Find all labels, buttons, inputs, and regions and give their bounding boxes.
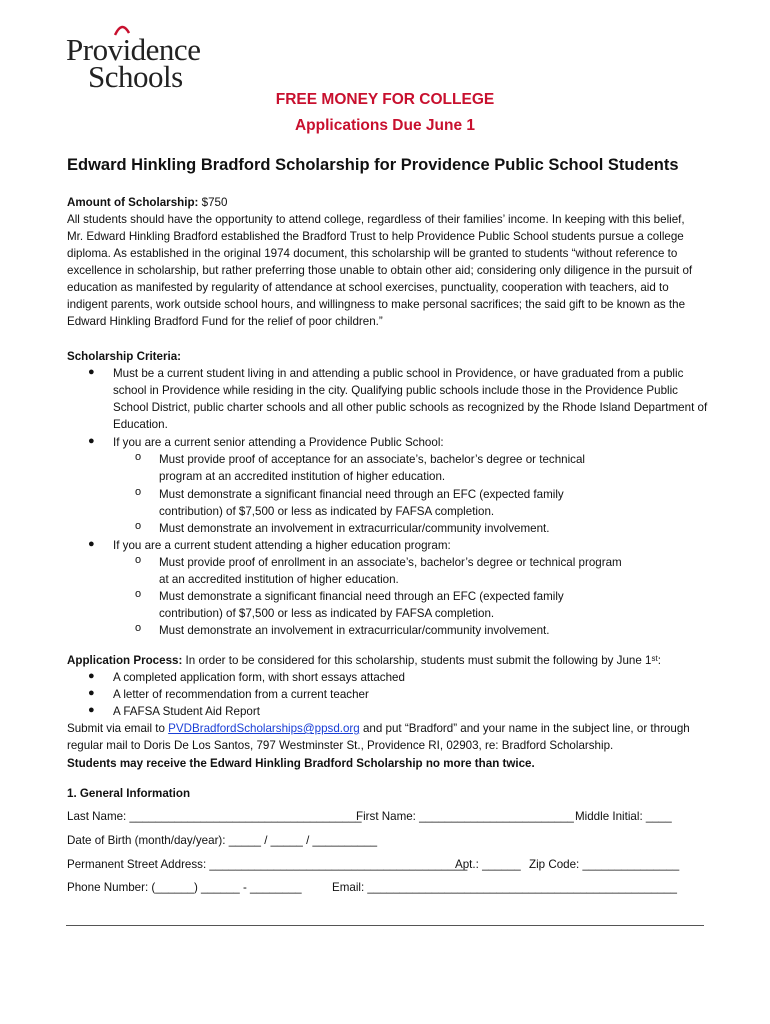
intro-line: All students should have the opportunity to attend college, regardless of their families’ income. In keeping with this belief,	[67, 213, 685, 226]
amount-value: $750	[198, 196, 228, 209]
logo-line-1: Providence	[66, 32, 201, 67]
name-row	[67, 808, 362, 825]
criteria-subitem	[159, 554, 659, 588]
criteria-subitem	[159, 486, 634, 520]
address-row	[67, 856, 467, 873]
process-colon: :	[657, 654, 661, 667]
headline-free-money: FREE MONEY FOR COLLEGE	[275, 91, 495, 108]
intro-line: indigent parents, work outside school hours, and willingness to make personal sacrifices; the said gift to be known as the	[67, 298, 686, 311]
bullet-dot-icon: ●	[88, 704, 95, 716]
bullet-dot-icon: ●	[88, 538, 95, 550]
phone-number-field[interactable]: Phone Number: (______) ______ - ________	[67, 881, 302, 894]
criteria-line: at an accredited institution of higher education.	[159, 573, 399, 586]
criteria-subitem	[159, 451, 634, 485]
logo-line-2: Schools	[88, 59, 183, 94]
criteria-heading: Scholarship Criteria:	[67, 350, 182, 363]
middle-initial-field[interactable]: Middle Initial: ____	[575, 810, 672, 823]
zip-code-field[interactable]: Zip Code: _______________	[529, 858, 680, 871]
logo-accent-icon	[114, 24, 130, 36]
street-address-field[interactable]: Permanent Street Address: ________________________________________	[67, 858, 468, 871]
process-label: Application Process:	[67, 654, 183, 667]
criteria-line: Must demonstrate a significant financial need through an EFC (expected family	[159, 590, 564, 603]
submit-pre: Submit via email to	[67, 722, 169, 735]
criteria-item	[113, 365, 708, 433]
process-item: A letter of recommendation from a current teacher	[113, 688, 369, 701]
footer-divider	[66, 925, 704, 926]
criteria-line: program at an accredited institution of higher education.	[159, 470, 446, 483]
criteria-line: contribution) of $7,500 or less as indicated by FAFSA completion.	[159, 505, 495, 518]
intro-line: excellence in scholarship, but rather preferring those unable to obtain other aid; considering only diligence in the pursuit of	[67, 264, 693, 277]
criteria-subitem: Must demonstrate an involvement in extracurricular/community involvement.	[159, 522, 550, 535]
process-line	[67, 652, 707, 669]
eligibility-note: Students may receive the Edward Hinkling Bradford Scholarship no more than twice.	[67, 757, 535, 770]
dob-row	[67, 832, 377, 849]
email-field[interactable]: Email: ________________________________________________	[332, 881, 677, 894]
bullet-dot-icon: ●	[88, 435, 95, 447]
submit-post: and put “Bradford” and your name in the subject line, or through	[359, 722, 690, 735]
email-row	[332, 879, 677, 896]
criteria-line: Education.	[113, 418, 168, 431]
process-text: In order to be considered for this scholarship, students must submit the following by June 1	[182, 654, 652, 667]
intro-paragraph	[67, 211, 707, 330]
intro-line: diploma. As established in the original 1974 document, this scholarship will be granted to students “without reference to	[67, 247, 678, 260]
zip-row	[529, 856, 679, 873]
submit-instructions	[67, 720, 707, 754]
criteria-subitem: Must demonstrate an involvement in extracurricular/community involvement.	[159, 624, 550, 637]
general-info-heading: 1. General Information	[67, 787, 191, 800]
criteria-line: Must provide proof of acceptance for an associate’s, bachelor’s degree or technical	[159, 453, 585, 466]
intro-line: Mr. Edward Hinkling Bradford established the Bradford Trust to help Providence Public School students pursue a college	[67, 230, 684, 243]
first-name-row	[356, 808, 574, 825]
bullet-circle-icon: o	[135, 486, 142, 498]
intro-line: education as manifested by regularity of attendance at school exercises, punctuality, cooperation with teachers, aid to	[67, 281, 669, 294]
date-of-birth-field[interactable]: Date of Birth (month/day/year): _____ / _____ / __________	[67, 834, 378, 847]
bullet-circle-icon: o	[135, 554, 142, 566]
scholarship-email-link[interactable]: PVDBradfordScholarships@ppsd.org	[168, 722, 360, 735]
middle-initial-row	[575, 808, 672, 825]
submit-line-1	[67, 720, 707, 737]
bullet-dot-icon: ●	[88, 670, 95, 682]
bullet-circle-icon: o	[135, 520, 142, 532]
apt-field[interactable]: Apt.: ______	[455, 858, 521, 871]
amount-line	[67, 194, 707, 211]
intro-line: Edward Hinkling Bradford Fund for the relief of poor children.”	[67, 315, 383, 328]
phone-row	[67, 879, 302, 896]
criteria-line: school in Providence while residing in the city. Qualifying public schools include those in the Providence Public	[113, 384, 678, 397]
process-item: A completed application form, with short essays attached	[113, 671, 405, 684]
bullet-circle-icon: o	[135, 588, 142, 600]
page-title: Edward Hinkling Bradford Scholarship for Providence Public School Students	[67, 156, 679, 174]
amount-label: Amount of Scholarship:	[67, 196, 199, 209]
process-sup: st	[651, 654, 658, 663]
criteria-subitem	[159, 588, 634, 622]
bullet-dot-icon: ●	[88, 366, 95, 378]
last-name-field[interactable]: Last Name: ____________________________________	[67, 810, 362, 823]
criteria-line: Must be a current student living in and attending a public school in Providence, or have graduated from a public	[113, 367, 684, 380]
criteria-item: If you are a current senior attending a Providence Public School:	[113, 436, 444, 449]
criteria-line: School District, public charter schools and all other public schools as recognized by the Rhode Island Department of	[113, 401, 708, 414]
process-item: A FAFSA Student Aid Report	[113, 705, 260, 718]
submit-line-2: regular mail to Doris De Los Santos, 797 Westminster St., Providence RI, 02903, re: Bradford Scholarship.	[67, 739, 614, 752]
criteria-line: contribution) of $7,500 or less as indicated by FAFSA completion.	[159, 607, 495, 620]
providence-schools-logo	[66, 34, 200, 92]
bullet-circle-icon: o	[135, 622, 142, 634]
criteria-line: Must demonstrate a significant financial need through an EFC (expected family	[159, 488, 564, 501]
bullet-circle-icon: o	[135, 451, 142, 463]
criteria-line: Must provide proof of enrollment in an associate’s, bachelor’s degree or technical program	[159, 556, 622, 569]
criteria-item: If you are a current student attending a higher education program:	[113, 539, 451, 552]
first-name-field[interactable]: First Name: ________________________	[356, 810, 574, 823]
bullet-dot-icon: ●	[88, 687, 95, 699]
headline-applications-due: Applications Due June 1	[294, 117, 475, 134]
apt-row	[455, 856, 521, 873]
